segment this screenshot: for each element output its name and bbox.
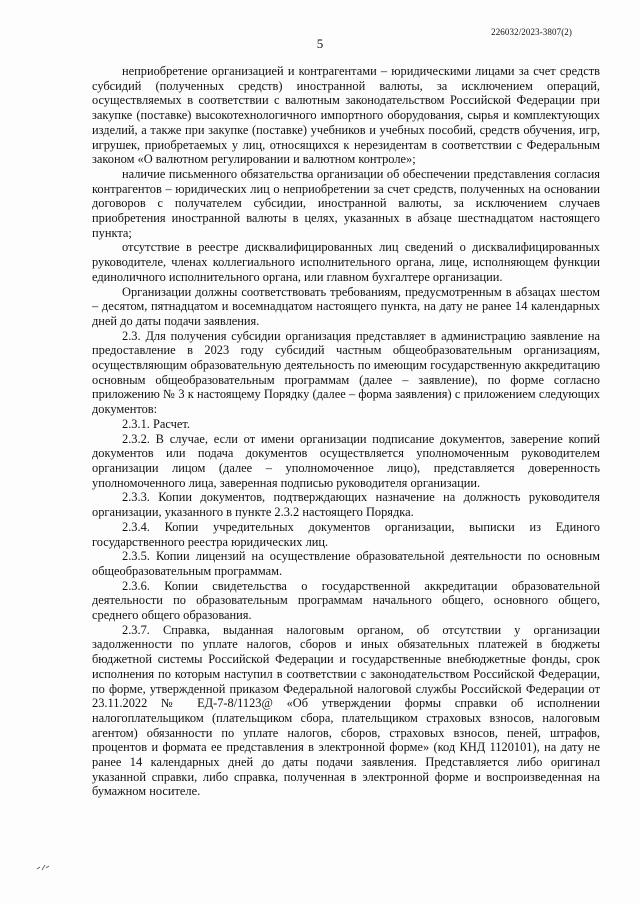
paragraph: 2.3.1. Расчет. [122, 416, 190, 431]
paragraph: 2.3.7. Справка, выданная налоговым органом, об отсутствии у организации задолженности по уплате налогов, сборов и иных обязательных платежей в бюджеты бюджетной системы Российской Федерации и государственные внебюджетные фонды, срок исполнения по которым наступил в соответствии с законодательством Российской Федерации, по форме, утвержденной приказом Федеральной налоговой службы Российской Федерации от 23.11.2022 № ЕД-7-8/1123@ «Об утверждении формы справки об исполнении налогоплательщиком (плательщиком сбора, плательщиком страховых взносов, налоговым агентом) обязанности по уплате налогов, сборов, страховых взносов, пеней, штрафов, процентов и формата ее представления в электронной форме» (код КНД 1120101), на дату не ранее 14 календарных дней до даты подачи заявления. Представляется либо оригинал указанной справки, либо справка, полученная в электронной форме и воспроизведенная на бумажном носителе. [92, 622, 600, 799]
paragraph: 2.3.6. Копии свидетельства о государственной аккредитации образовательной деятельности по образовательным программам начального общего, основного общего, среднего общего образования. [92, 578, 600, 623]
paragraph: 2.3.2. В случае, если от имени организации подписание документов, заверение копий документов или подача документов осуществляется уполномоченным руководителем организации лицом (далее – уполномоченное лицо), представляется доверенность уполномоченного лица, заверенная подписью руководителя организации. [92, 431, 600, 490]
paragraph: наличие письменного обязательства организации об обеспечении представления согласия контрагентов – юридических лиц о неприобретении за счет средств, полученных на основании договоров с получателем субсидии, иностранной валюты, за исключением случаев приобретения иностранной валюты в целях, указанных в абзаце шестнадцатом настоящего пункта; [92, 166, 600, 240]
paragraph: отсутствие в реестре дисквалифицированных лиц сведений о дисквалифицированных руководителе, членах коллегиального исполнительного органа, лице, исполняющем функции единоличного исполнительного органа, или главном бухгалтере организации. [92, 240, 600, 284]
document-body [92, 64, 600, 799]
page-number: 5 [316, 36, 324, 51]
scan-artifact-mark [36, 862, 50, 872]
paragraph: 2.3. Для получения субсидии организация представляет в администрацию заявление на предоставление в 2023 году субсидий частным общеобразовательным организациям, осуществляющим образовательную деятельность по имеющим государственную аккредитацию основным общеобразовательным программам (далее – заявление), по форме согласно приложению № 3 к настоящему Порядку (далее – форма заявления) с приложением следующих документов: [92, 328, 600, 417]
paragraph: 2.3.5. Копии лицензий на осуществление образовательной деятельности по основным общеобразовательным программам. [92, 549, 600, 578]
paragraph: 2.3.4. Копии учредительных документов организации, выписки из Единого государственного реестра юридических лиц. [92, 519, 600, 549]
paragraph: неприобретение организацией и контрагентами – юридическими лицами за счет средств субсидий (полученных средств) иностранной валюты, за исключением операций, осуществляемых в соответствии с валютным законодательством Российской Федерации при закупке (поставке) высокотехнологичного импортного оборудования, сырья и комплектующих изделий, а также при закупке (поставке) учебников и учебных пособий, средств обучения, игр, игрушек, приобретаемых у лиц, относящихся к нерезидентам в соответствии с Федеральным законом «О валютном регулировании и валютном контроле»; [92, 64, 600, 167]
paragraph: Организации должны соответствовать требованиям, предусмотренным в абзацах шестом – десятом, пятнадцатом и восемнадцатом настоящего пункта, на дату не ранее 14 календарных дней до даты подачи заявления. [92, 284, 600, 328]
paragraph: 2.3.3. Копии документов, подтверждающих назначение на должность руководителя организации, указанного в пункте 2.3.2 настоящего Порядка. [92, 490, 600, 520]
document-number: 226032/2023-3807(2) [491, 27, 572, 37]
